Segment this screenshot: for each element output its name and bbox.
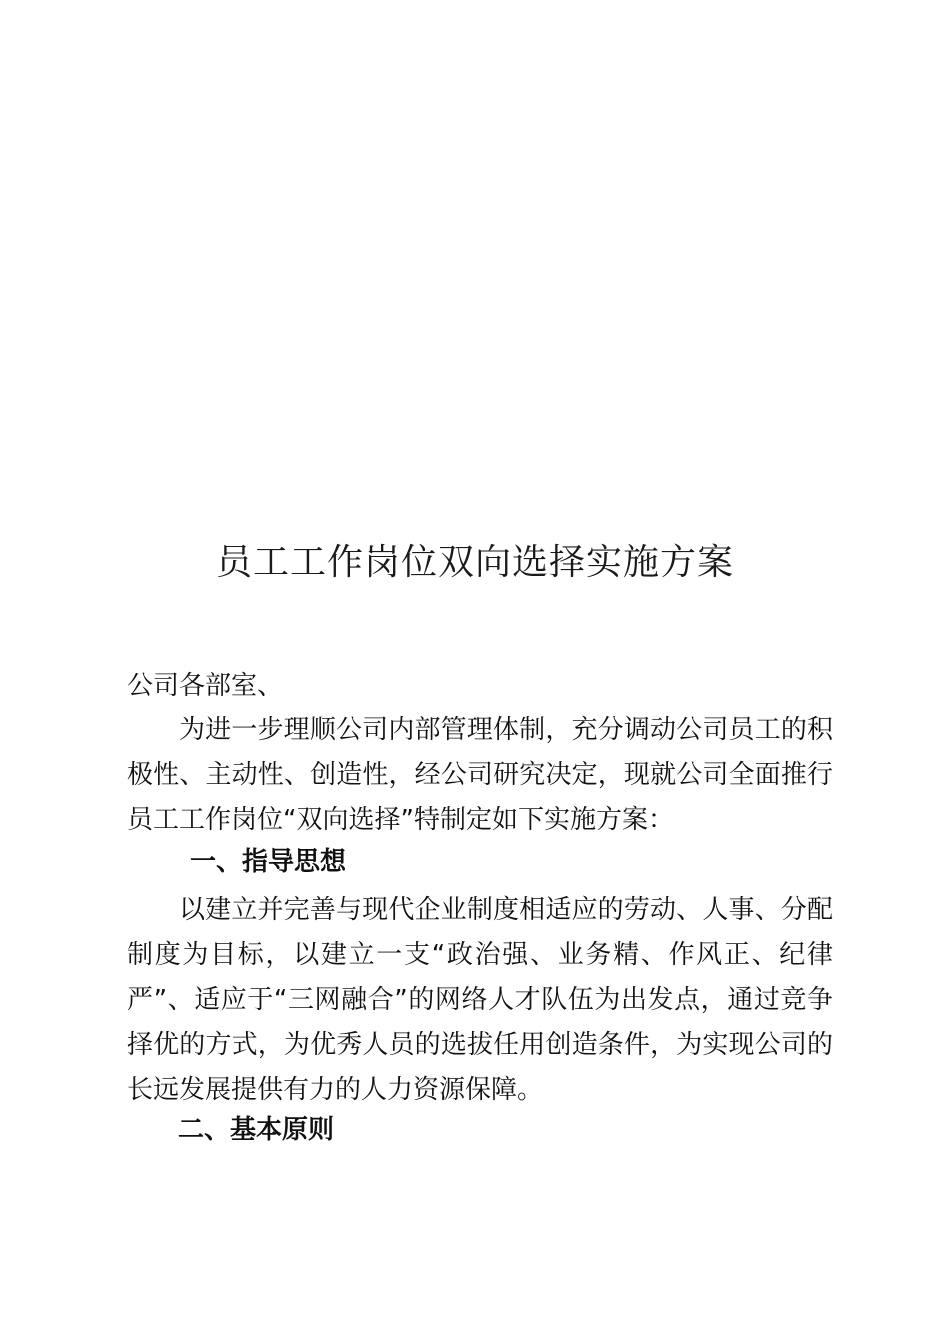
intro-paragraph: 为进一步理顺公司内部管理体制，充分调动公司员工的积极性、主动性、创造性，经公司研究决定，现就公司全面推行员工工作岗位“双向选择”特制定如下实施方案： (127, 715, 833, 835)
salutation: 公司各部室、 (127, 671, 284, 701)
document-title: 员工工作岗位双向选择实施方案 (215, 542, 734, 583)
section-heading-basic-principles: 二、基本原则 (178, 1115, 335, 1145)
section-paragraph-guiding-ideology: 以建立并完善与现代企业制度相适应的劳动、人事、分配制度为目标，以建立一支“政治强、业务精、作风正、纪律严”、适应于“三网融合”的网络人才队伍为出发点，通过竞争择优的方式，为优秀人员的选拔任用创造条件，为实现公司的长远发展提供有力的人力资源保障。 (127, 895, 833, 1105)
section-heading-guiding-ideology: 一、指导思想 (190, 847, 347, 877)
